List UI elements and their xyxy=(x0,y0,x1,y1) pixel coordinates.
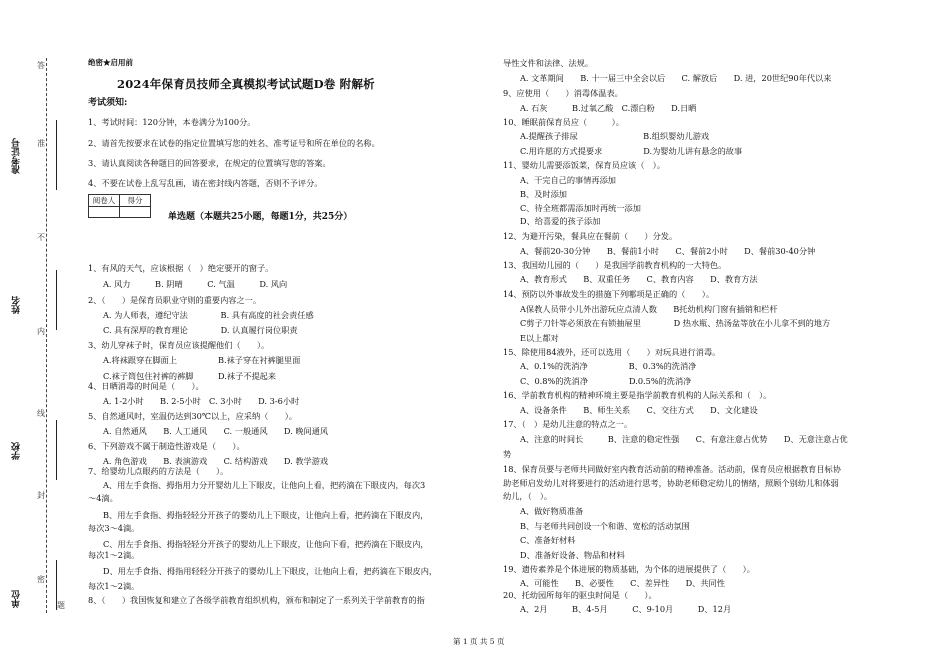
question-line: B、及时添加 xyxy=(520,189,567,199)
question-line: 5、自然通风时，室温仍达到30℃以上，应采纳（ ）。 xyxy=(88,411,297,421)
question-line: A、可能性 B、必要性 C、差异性 D、共同性 xyxy=(520,578,725,588)
field-unit-label: 单位 xyxy=(12,590,22,608)
seal-line xyxy=(46,58,47,613)
question-line: A. 自然通风 B. 人工通风 C. 一般通风 D. 晚间通风 xyxy=(103,426,329,436)
question-line: 11、婴幼儿需要添饭菜，保育员应该（ ）。 xyxy=(503,160,665,170)
question-line: A.将袜跟穿在脚面上 B.袜子穿在衬裤腿里面 xyxy=(103,355,301,365)
question-line: A、2月 B、4-5月 C、9-10月 D、12月 xyxy=(520,604,732,614)
question-line: A、注意的时间长 B、注意的稳定性强 C、有意注意占优势 D、无意注意占优 xyxy=(520,434,848,444)
question-line: C、待全班都需添加时再统一添加 xyxy=(520,203,641,213)
field-name-label: 姓名 xyxy=(12,296,22,314)
question-line: B、与老师共同创设一个和谐、宽松的活动氛围 xyxy=(520,521,690,531)
exam-number-fill-line xyxy=(56,120,57,190)
question-line: E以上都对 xyxy=(520,333,559,343)
question-line: 15、除使用84液外，还可以选用（ ）对玩具进行消毒。 xyxy=(503,347,721,357)
question-line: 13、我国幼儿园的（ ）是我国学前教育机构的一大特色。 xyxy=(503,260,727,270)
question-line: 18、保育员要与老师共同做好室内教育活动前的精神准备。活动前，保育员应根据教育目标协 xyxy=(503,464,841,474)
question-line: 助老师启发幼儿对将要进行的活动进行思考，协助老师稳定幼儿的情绪，照顾个别幼儿和体弱 xyxy=(503,478,839,488)
question-line: 10、睡眠前保育员应（ ）。 xyxy=(503,117,624,127)
question-line: A. 石灰 B.过氧乙酸 C.漂白粉 D.日晒 xyxy=(520,103,697,113)
notice-item: 1、考试时间：120分钟，本卷满分为100分。 xyxy=(88,117,256,127)
question-line: A、教育形式 B、双重任务 C、教育内容 D、教育方法 xyxy=(520,274,758,284)
question-line: A. 角色游戏 B. 表演游戏 C. 结构游戏 D. 教学游戏 xyxy=(103,456,329,466)
binding-margin xyxy=(0,0,72,671)
school-fill-line xyxy=(56,420,57,480)
score-table-reviewer-header: 阅卷人 xyxy=(89,195,120,207)
seal-mark-xian: 线 xyxy=(37,409,45,418)
question-line: D、用左手食指、拇指用轻轻分开孩子的婴幼儿上下眼皮，让他向上看，把药滴在下眼皮内， xyxy=(103,566,438,576)
question-line: 9、应使用（ ）消毒体温表。 xyxy=(503,88,623,98)
notice-item: 3、请认真阅读各种题目的回答要求，在规定的位置填写您的答案。 xyxy=(88,158,331,168)
question-line: 幼儿，（ ）。 xyxy=(503,491,553,501)
question-line: C.用许愿的方式提要求 D.为婴幼儿讲有悬念的故事 xyxy=(520,146,743,156)
question-line: 6、下列游戏不属于制造性游戏是（ ）。 xyxy=(88,441,245,451)
question-line: 17、（ ）是幼儿注意的特点之一。 xyxy=(503,419,633,429)
question-line: C、准备好材料 xyxy=(520,535,576,545)
question-line: C、用左手食指、拇指轻轻分开孩子的婴幼儿上下眼皮，让他向下看，把药滴在下眼皮内， xyxy=(103,539,429,549)
seal-mark-answer: 答 xyxy=(37,61,45,70)
question-line: A保教人员带小儿外出游玩应点清人数 B托幼机构门窗有插销和栏杆 xyxy=(520,304,778,314)
notice-heading: 考试须知: xyxy=(88,98,128,108)
notice-item: 4、不要在试卷上乱写乱画，请在密封线内答题，否则不予评分。 xyxy=(88,178,323,188)
page-title: 2024年保育员技师全真模拟考试试题D卷 附解析 xyxy=(117,77,375,91)
question-line: 20、托幼园所每年的驱虫时间是（ ）。 xyxy=(503,590,657,600)
question-line: 2、（ ）是保育员职业守则的重要内容之一。 xyxy=(88,295,262,305)
score-table-reviewer-cell[interactable] xyxy=(89,207,120,218)
question-line: 4、日晒消毒的时间是（ ）。 xyxy=(88,381,204,391)
seal-mark-bu: 不 xyxy=(37,233,45,242)
question-line: 12、为避开污染，餐具应在餐前（ ）分发。 xyxy=(503,231,678,241)
field-exam-number-label: 准考证号 xyxy=(12,138,22,174)
seal-mark-zhun: 准 xyxy=(37,139,45,148)
question-line: 14、预防以外事故发生的措施下列哪项是正确的（ ）。 xyxy=(503,289,715,299)
question-line: D、准备好设备、物品和材料 xyxy=(520,550,625,560)
question-line: 每次3～4滴。 xyxy=(88,523,140,533)
question-line: 3、幼儿穿袜子时，保育员应该提醒他们（ ）。 xyxy=(88,340,270,350)
page-footer: 第 1 页 共 5 页 xyxy=(453,637,505,646)
field-school-label: 学校 xyxy=(12,442,22,460)
question-line: A. 文革期间 B. 十一届三中全会以后 C. 解放后 D. 进，20世纪90年代以来 xyxy=(520,73,832,83)
seal-mark-ti: 题 xyxy=(57,601,65,610)
question-line: 势 xyxy=(503,449,512,459)
question-line: 每次1～2滴。 xyxy=(88,550,140,560)
question-line: 8、（ ）我国恢复和建立了各级学前教育组织机构，颁布和制定了一系列关于学前教育的指 xyxy=(88,595,425,605)
secret-label: 绝密★启用前 xyxy=(88,58,133,67)
score-table-score-header: 得分 xyxy=(120,195,151,207)
question-line: D、给喜爱的孩子添加 xyxy=(520,216,601,226)
seal-mark-mi: 密 xyxy=(37,575,45,584)
question-line: A. 为人师表，遵纪守法 B. 具有高度的社会责任感 xyxy=(103,310,314,320)
question-line: A.提醒孩子排尿 B.组织婴幼儿游戏 xyxy=(520,131,710,141)
score-table-score-cell[interactable] xyxy=(120,207,151,218)
question-line: A、做好物质准备 xyxy=(520,506,584,516)
question-line: 16、学前教育机构的精神环境主要是指学前教育机构的人际关系和（ ）。 xyxy=(503,390,772,400)
question-line: 导性文件和法律、法规。 xyxy=(503,58,594,68)
name-fill-line xyxy=(56,270,57,330)
question-line: A、0.1%的洗消净 B、0.3%的洗消净 xyxy=(520,361,697,371)
question-line: C.袜子筒包住衬裤的裤脚 D.袜子不提起来 xyxy=(103,371,277,381)
question-line: A. 1-2小时 B. 2-5小时 C. 3小时 D. 3-6小时 xyxy=(103,396,300,406)
score-table xyxy=(88,194,151,218)
seal-mark-nei: 内 xyxy=(37,327,45,336)
section-title: 单选题（本题共25小题，每题1分，共25分） xyxy=(168,212,353,222)
question-line: C剪子刀针等必须放在有锁抽屉里 D 热水瓶、热汤盆等放在小儿拿不到的地方 xyxy=(520,318,831,328)
question-line: A、用左手食指、拇指用力分开婴幼儿上下眼皮，让他向上看，把药滴在下眼皮内，每次3 xyxy=(103,480,426,490)
question-line: 7、给婴幼儿点眼药的方法是（ ）。 xyxy=(88,466,229,476)
question-line: C、0.8%的洗消净 D.0.5%的洗消净 xyxy=(520,376,692,386)
question-line: A、设备条件 B、师生关系 C、交往方式 D、文化建设 xyxy=(520,405,758,415)
question-line: A. 风力 B. 阴晴 C. 气温 D. 风向 xyxy=(103,279,288,289)
question-line: B、用左手食指、拇指轻轻分开孩子的婴幼儿上下眼皮，让他向上看，把药滴在下眼皮内， xyxy=(103,510,429,520)
question-line: 1、有风的天气，应该根据（ ）绝定要开的窗子。 xyxy=(88,263,274,273)
question-line: A、干完自己的事情再添加 xyxy=(520,175,616,185)
notice-item: 2、请首先按要求在试卷的指定位置填写您的姓名、准考证号和所在单位的名称。 xyxy=(88,138,380,148)
seal-mark-feng: 封 xyxy=(37,491,45,500)
question-line: A、餐前20-30分钟 B、餐前1小时 C、餐前2小时 D、餐前30-40分钟 xyxy=(520,246,816,256)
question-line: 19、遗传素养是个体进展的物质基础，为个体的进展提供了（ ）。 xyxy=(503,564,755,574)
question-line: ～4滴。 xyxy=(88,493,118,503)
question-line: 每次1～2滴。 xyxy=(88,581,140,591)
question-line: C. 具有深厚的教育理论 D. 认真履行岗位职责 xyxy=(103,325,298,335)
